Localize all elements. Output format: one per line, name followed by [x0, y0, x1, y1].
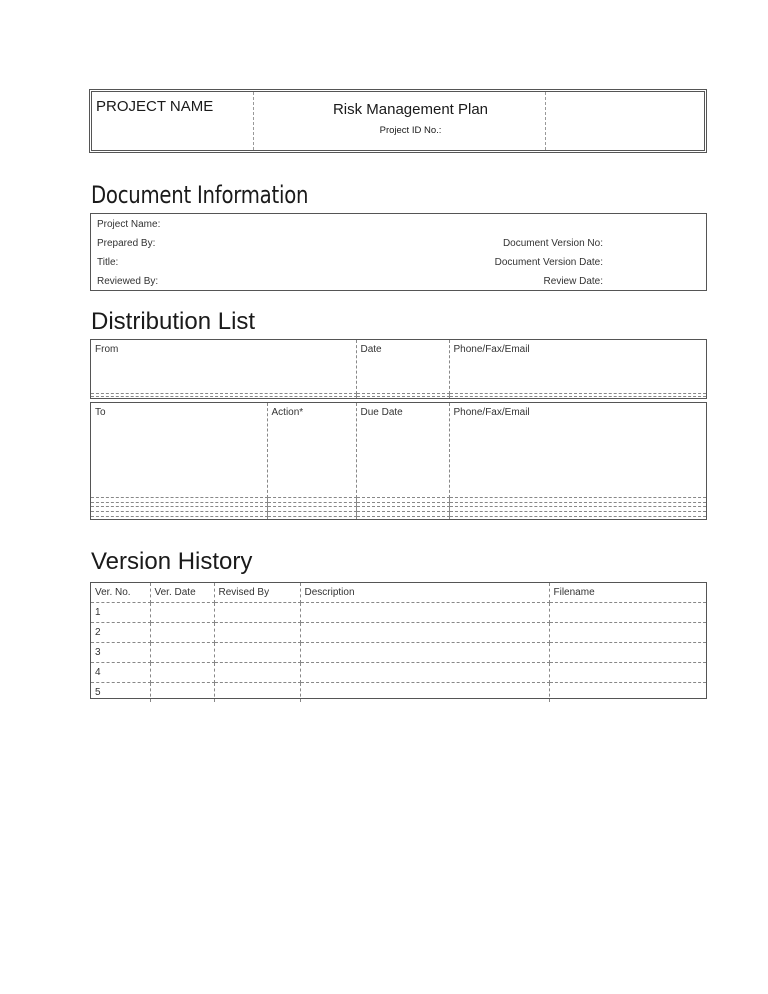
table-cell[interactable] [91, 517, 267, 519]
phone-fax-email-column-header: Phone/Fax/Email [449, 403, 706, 497]
table-cell[interactable] [300, 603, 549, 623]
project-name-cell [92, 92, 254, 150]
version-number: 2 [91, 623, 150, 643]
table-cell[interactable] [214, 603, 300, 623]
distribution-from-table [90, 339, 707, 399]
document-version-date-label: Document Version Date: [494, 257, 603, 268]
document-header [89, 89, 707, 153]
version-number: 4 [91, 663, 150, 683]
document-version-no-label: Document Version No: [502, 238, 603, 249]
document-information-heading: Document Information [91, 181, 309, 209]
date-column-header: Date [356, 340, 449, 394]
header-blank-cell [546, 92, 704, 150]
table-cell[interactable] [549, 663, 706, 683]
table-cell[interactable] [150, 643, 214, 663]
table-cell[interactable] [91, 397, 356, 398]
table-cell[interactable] [549, 623, 706, 643]
distribution-list-heading: Distribution List [91, 308, 256, 335]
table-cell[interactable] [549, 603, 706, 623]
version-number: 1 [91, 603, 150, 623]
table-cell[interactable] [214, 623, 300, 643]
table-cell[interactable] [356, 517, 449, 519]
action-column-header: Action* [267, 403, 356, 497]
table-row [91, 683, 706, 703]
description-column-header: Description [300, 583, 549, 603]
table-row [91, 397, 706, 398]
project-name-label: Project Name: [97, 219, 161, 230]
doc-info-row [97, 257, 603, 271]
table-row [91, 603, 706, 623]
to-column-header: To [91, 403, 267, 497]
table-cell[interactable] [549, 683, 706, 703]
from-column-header: From [91, 340, 356, 394]
table-header-row [91, 340, 706, 394]
table-row [91, 623, 706, 643]
ver-no-column-header: Ver. No. [91, 583, 150, 603]
doc-info-row [97, 219, 603, 233]
phone-fax-email-column-header: Phone/Fax/Email [449, 340, 706, 394]
table-cell[interactable] [150, 683, 214, 703]
table-cell[interactable] [300, 643, 549, 663]
version-number: 3 [91, 643, 150, 663]
title-label: Title: [97, 257, 119, 268]
table-cell[interactable] [150, 663, 214, 683]
table-row [91, 643, 706, 663]
version-history-table [90, 582, 707, 699]
table-cell[interactable] [267, 517, 356, 519]
table-cell[interactable] [214, 663, 300, 683]
document-information-box [90, 213, 707, 291]
doc-info-row [97, 276, 603, 290]
plan-title: Risk Management Plan [332, 101, 489, 118]
doc-info-row [97, 238, 603, 252]
table-cell[interactable] [300, 683, 549, 703]
prepared-by-label: Prepared By: [97, 238, 156, 249]
due-date-column-header: Due Date [356, 403, 449, 497]
table-cell[interactable] [300, 663, 549, 683]
review-date-label: Review Date: [543, 276, 603, 287]
ver-date-column-header: Ver. Date [150, 583, 214, 603]
table-header-row [91, 403, 706, 497]
table-cell[interactable] [356, 397, 449, 398]
table-header-row [91, 583, 706, 603]
version-history-heading: Version History [91, 548, 253, 575]
table-cell[interactable] [549, 643, 706, 663]
table-cell[interactable] [150, 623, 214, 643]
version-number: 5 [91, 683, 150, 703]
table-cell[interactable] [214, 643, 300, 663]
table-cell[interactable] [150, 603, 214, 623]
table-row [91, 517, 706, 519]
revised-by-column-header: Revised By [214, 583, 300, 603]
table-row [91, 663, 706, 683]
reviewed-by-label: Reviewed By: [97, 276, 159, 287]
plan-title-cell [254, 92, 546, 150]
filename-column-header: Filename [549, 583, 706, 603]
table-cell[interactable] [449, 517, 706, 519]
table-cell[interactable] [449, 397, 706, 398]
distribution-to-table [90, 402, 707, 520]
table-cell[interactable] [214, 683, 300, 703]
table-cell[interactable] [300, 623, 549, 643]
project-id-label: Project ID No.: [379, 125, 442, 136]
project-name: PROJECT NAME [96, 98, 214, 115]
